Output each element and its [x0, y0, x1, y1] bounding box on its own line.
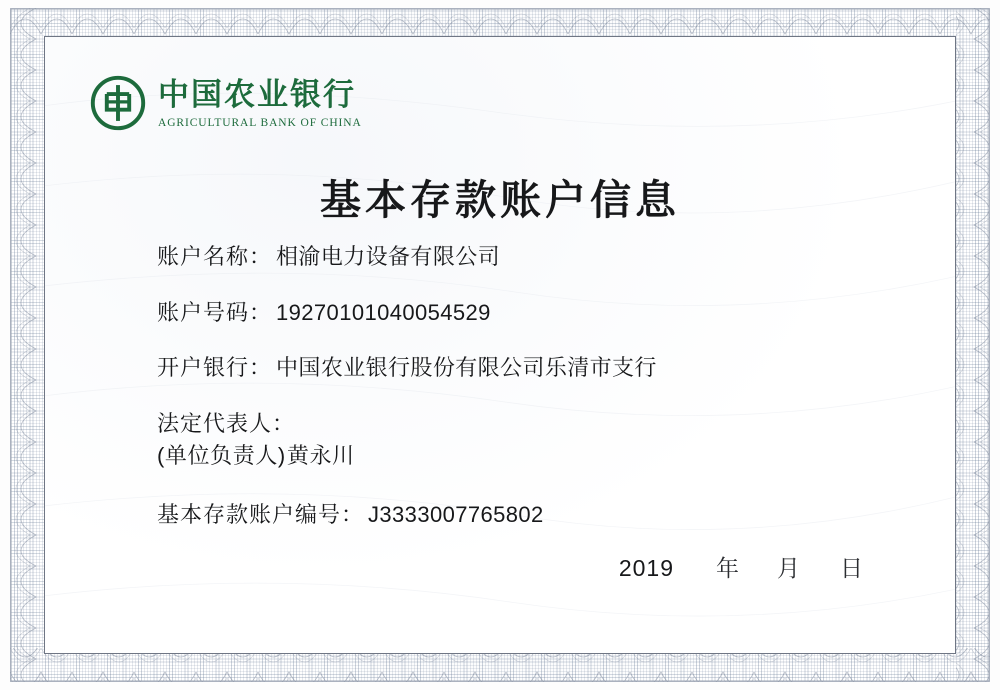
- abc-bank-logo-icon: [90, 75, 146, 131]
- fields-list: [157, 242, 917, 530]
- bank-name-en: AGRICULTURAL BANK OF CHINA: [158, 116, 362, 129]
- date-year-unit: 年: [716, 555, 739, 581]
- issue-date: [619, 550, 863, 583]
- field-label-line1: 法定代表人：: [157, 411, 296, 437]
- date-month-unit: 月: [777, 555, 800, 581]
- date-year: 2019: [618, 555, 674, 581]
- certificate-body: [45, 37, 955, 653]
- field-value: 相渝电力设备有限公司: [276, 244, 501, 269]
- field-basic-account-code: [157, 500, 917, 530]
- field-label-line2: (单位负责人): [157, 442, 286, 468]
- field-label: 基本存款账户编号：: [157, 502, 365, 528]
- field-opening-bank: [157, 353, 917, 383]
- field-label-line2-with-value: [157, 441, 355, 471]
- field-legal-representative: [157, 409, 917, 470]
- field-label: 账户号码：: [157, 299, 273, 325]
- field-label: 开户银行：: [157, 355, 273, 381]
- field-account-name: [157, 242, 917, 272]
- field-value: 黄永川: [286, 442, 355, 468]
- field-value: J3333007765802: [368, 502, 544, 528]
- field-value: 中国农业银行股份有限公司乐清市支行: [276, 355, 657, 381]
- bank-name-cn: 中国农业银行: [158, 77, 356, 113]
- bank-logo-block: [90, 75, 362, 131]
- field-value: 19270101040054529: [276, 299, 491, 325]
- field-account-number: [157, 298, 917, 328]
- date-day-unit: 日: [840, 555, 863, 581]
- field-label: 账户名称：: [157, 244, 273, 269]
- page-title: 基本存款账户信息: [320, 177, 680, 223]
